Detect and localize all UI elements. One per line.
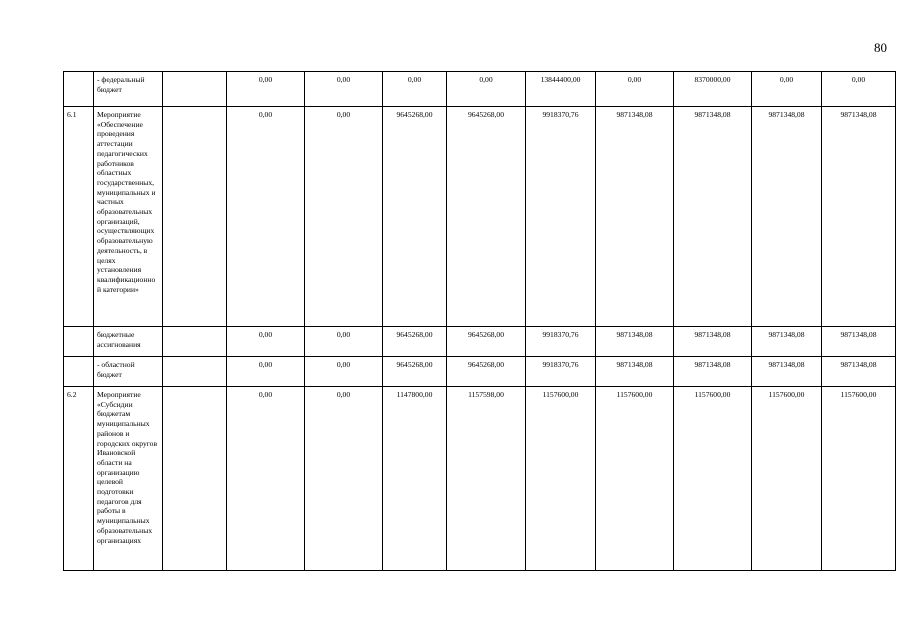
empty-cell bbox=[163, 387, 227, 571]
empty-cell bbox=[163, 107, 227, 327]
value-cell: 0,00 bbox=[447, 72, 526, 107]
table-row bbox=[64, 327, 896, 357]
value-cell: 0,00 bbox=[305, 327, 383, 357]
value-cell: 9918370,76 bbox=[526, 107, 596, 327]
value-cell: 9871348,08 bbox=[596, 357, 674, 387]
value-cell: 0,00 bbox=[227, 327, 305, 357]
row-code bbox=[64, 72, 94, 107]
value-cell: 0,00 bbox=[227, 387, 305, 571]
value-cell: 1157600,00 bbox=[752, 387, 822, 571]
value-cell: 0,00 bbox=[596, 72, 674, 107]
page-number: 80 bbox=[874, 40, 887, 55]
value-cell: 1157600,00 bbox=[674, 387, 752, 571]
value-cell: 0,00 bbox=[752, 72, 822, 107]
value-cell: 9871348,08 bbox=[596, 107, 674, 327]
value-cell: 9645268,00 bbox=[383, 357, 447, 387]
row-name: - федеральный бюджет bbox=[94, 72, 163, 107]
value-cell: 9645268,00 bbox=[447, 107, 526, 327]
value-cell: 9871348,08 bbox=[674, 357, 752, 387]
table-row bbox=[64, 387, 896, 571]
row-code bbox=[64, 327, 94, 357]
empty-cell bbox=[163, 327, 227, 357]
value-cell: 9871348,08 bbox=[752, 357, 822, 387]
row-name: - областной бюджет bbox=[94, 357, 163, 387]
value-cell: 9645268,00 bbox=[383, 107, 447, 327]
table-row bbox=[64, 72, 896, 107]
row-code bbox=[64, 357, 94, 387]
value-cell: 9871348,08 bbox=[822, 357, 896, 387]
row-name: Мероприятие «Субсидии бюджетам муниципальных районов и городских округов Ивановской области на организацию целевой подготовки педагогов для работы в муниципальных образовательных организациях bbox=[94, 387, 163, 571]
value-cell: 0,00 bbox=[227, 107, 305, 327]
value-cell: 13844400,00 bbox=[526, 72, 596, 107]
value-cell: 9871348,08 bbox=[752, 327, 822, 357]
value-cell: 9871348,08 bbox=[822, 327, 896, 357]
value-cell: 0,00 bbox=[822, 72, 896, 107]
value-cell: 9918370,76 bbox=[526, 327, 596, 357]
value-cell: 0,00 bbox=[383, 72, 447, 107]
value-cell: 0,00 bbox=[227, 357, 305, 387]
value-cell: 9645268,00 bbox=[447, 357, 526, 387]
value-cell: 1157600,00 bbox=[822, 387, 896, 571]
value-cell: 9871348,08 bbox=[674, 327, 752, 357]
budget-table bbox=[63, 71, 896, 571]
value-cell: 0,00 bbox=[305, 387, 383, 571]
value-cell: 9871348,08 bbox=[822, 107, 896, 327]
value-cell: 1147800,00 bbox=[383, 387, 447, 571]
row-name: бюджетные ассигнования bbox=[94, 327, 163, 357]
empty-cell bbox=[163, 357, 227, 387]
row-code: 6.1 bbox=[64, 107, 94, 327]
value-cell: 0,00 bbox=[305, 72, 383, 107]
value-cell: 0,00 bbox=[305, 357, 383, 387]
empty-cell bbox=[163, 72, 227, 107]
value-cell: 0,00 bbox=[305, 107, 383, 327]
table-row bbox=[64, 107, 896, 327]
value-cell: 9871348,08 bbox=[752, 107, 822, 327]
value-cell: 9645268,00 bbox=[383, 327, 447, 357]
value-cell: 1157598,00 bbox=[447, 387, 526, 571]
value-cell: 1157600,00 bbox=[596, 387, 674, 571]
value-cell: 1157600,00 bbox=[526, 387, 596, 571]
row-name: Мероприятие «Обеспечение проведения аттестации педагогических работников областных государственных, муниципальных и частных образовательных организаций, осуществляющих образовательную деятельность, в целях установления квалификационной категории» bbox=[94, 107, 163, 327]
table-row bbox=[64, 357, 896, 387]
value-cell: 0,00 bbox=[227, 72, 305, 107]
value-cell: 9918370,76 bbox=[526, 357, 596, 387]
value-cell: 9871348,08 bbox=[596, 327, 674, 357]
value-cell: 9871348,08 bbox=[674, 107, 752, 327]
value-cell: 8370000,00 bbox=[674, 72, 752, 107]
value-cell: 9645268,00 bbox=[447, 327, 526, 357]
row-code: 6.2 bbox=[64, 387, 94, 571]
